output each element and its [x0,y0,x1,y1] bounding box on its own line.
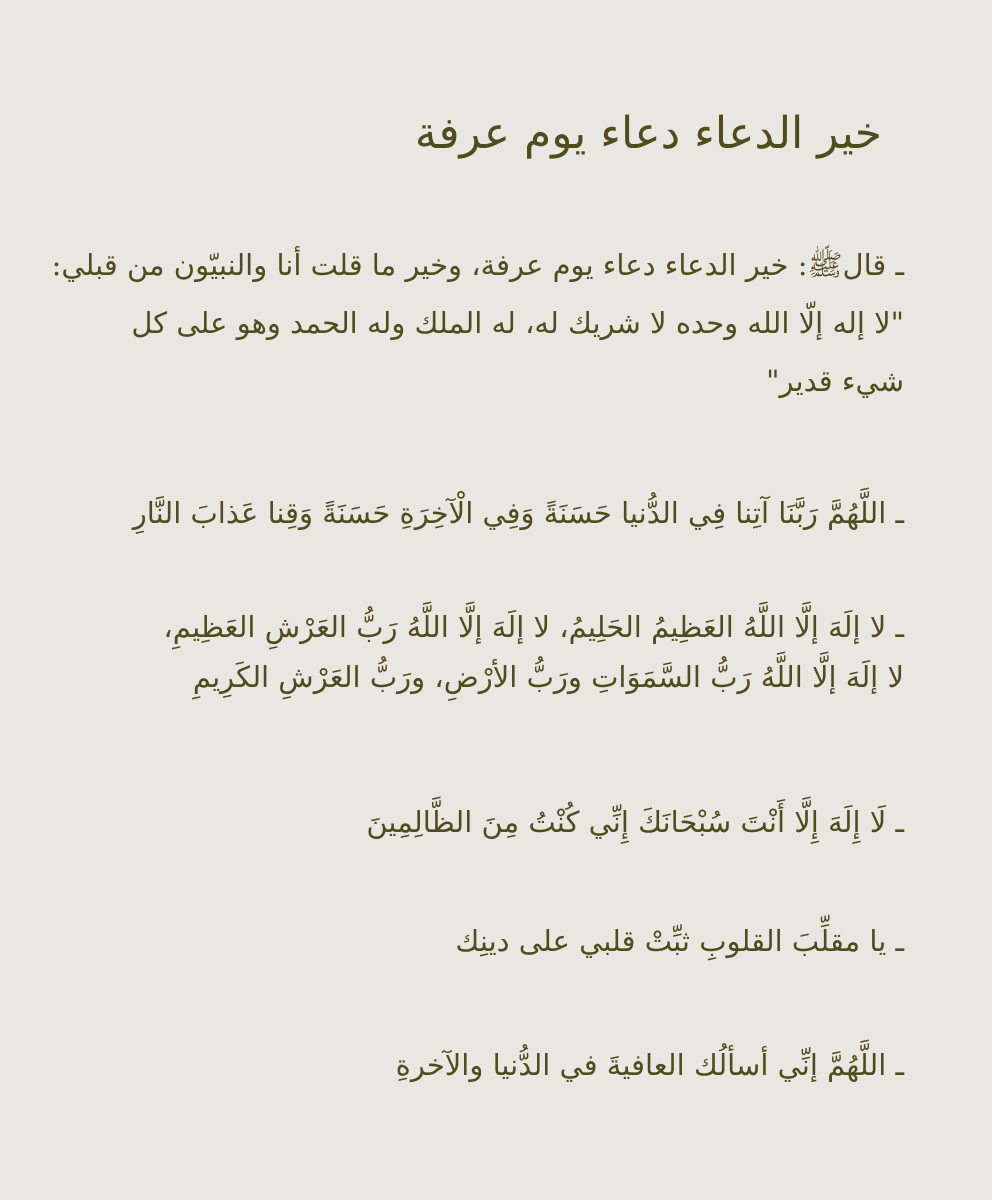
dua-2-line-1: ـ اللَّهُمَّ رَبَّنَا آتِنا فِي الدُّنيا حَسَنَةً وَفِي الْآخِرَةِ حَسَنَةً وَقِنا عَذابَ النَّارِ [132,496,904,530]
dua-1-line-1: ـ قالﷺ: خير الدعاء دعاء يوم عرفة، وخير ما قلت أنا والنبيّون من قبلي: [51,248,904,282]
dua-3 [40,602,904,702]
dua-1 [40,236,904,410]
dua-6-line-1: ـ اللَّهُمَّ إنِّي أسألُك العافيةَ في الدُّنيا والآخرةِ [395,1048,904,1082]
dua-5-line-1: ـ يا مقلِّبَ القلوبِ ثبِّتْ قلبي على دينِك [455,924,904,958]
dua-1-line-3: شيء قدير" [766,364,904,398]
dua-5 [40,912,904,970]
dua-3-line-2: لا إلَهَ إلَّا اللَّهُ رَبُّ السَّمَوَاتِ ورَبُّ الأرْضِ، ورَبُّ العَرْشِ الكَرِيمِ [192,660,904,694]
dua-6 [40,1036,904,1094]
dua-1-line-2: "لا إله إلّا الله وحده لا شريك له، له الملك وله الحمد وهو على كل [131,306,904,340]
page-title: خير الدعاء دعاء يوم عرفة [414,108,882,159]
dua-4-line-1: ـ لَا إِلَهَ إِلَّا أَنْتَ سُبْحَانَكَ إِنِّي كُنْتُ مِنَ الظَّالِمِينَ [366,805,904,839]
dua-4 [40,793,904,851]
dua-2 [40,484,904,542]
dua-3-line-1: ـ لا إلَهَ إلَّا اللَّهُ العَظِيمُ الحَلِيمُ، لا إلَهَ إلَّا اللَّهُ رَبُّ العَرْشِ العَظِيمِ، [163,610,904,644]
